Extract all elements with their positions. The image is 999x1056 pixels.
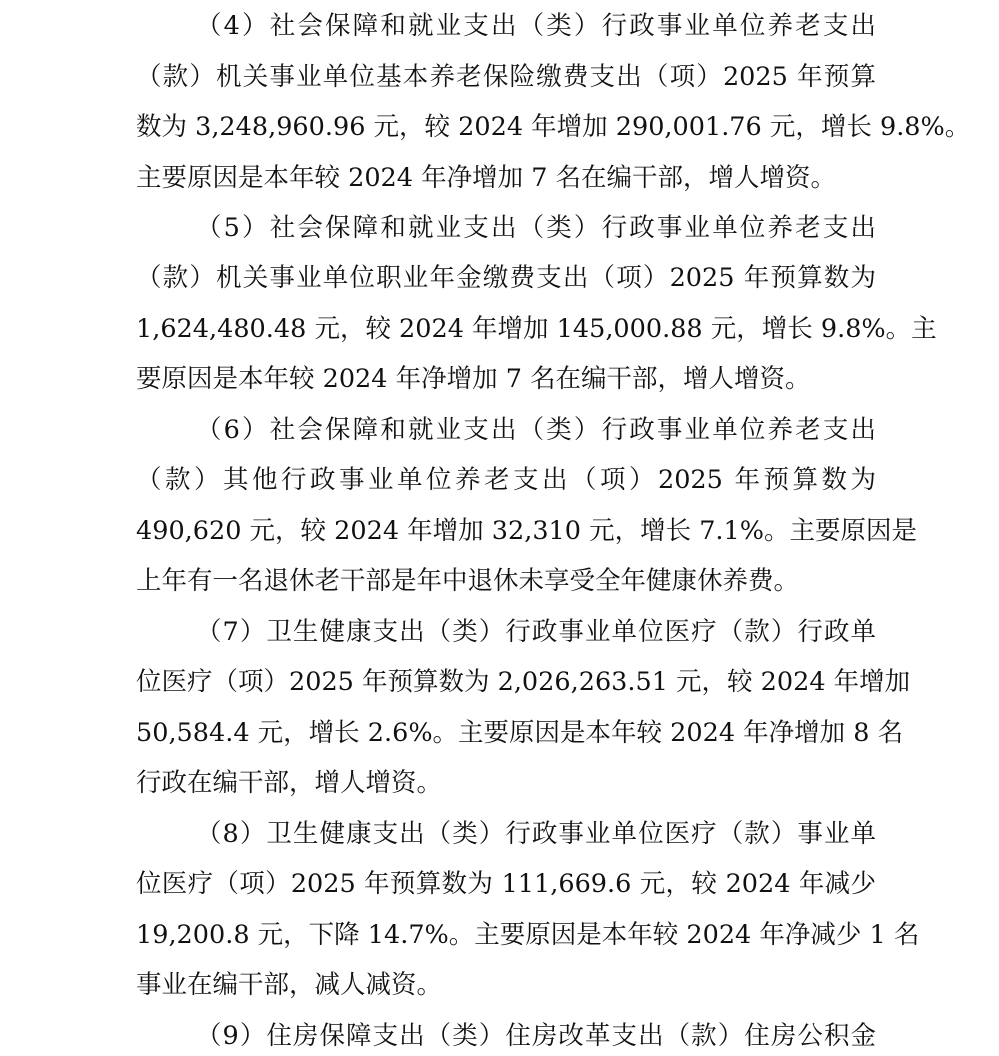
- paragraph-7-line-1: （7）卫生健康支出（类）行政事业单位医疗（款）行政单: [196, 617, 876, 647]
- paragraph-4-line-4: 主要原因是本年较 2024 年净增加 7 名在编干部，增人增资。: [136, 163, 837, 193]
- paragraph-6-line-3: 490,620 元，较 2024 年增加 32,310 元，增长 7.1%。主要原因是: [136, 516, 917, 546]
- paragraph-6-line-4: 上年有一名退休老干部是年中退休未享受全年健康休养费。: [136, 566, 800, 596]
- paragraph-5-line-3: 1,624,480.48 元，较 2024 年增加 145,000.88 元，增长 9.8%。主: [136, 314, 937, 344]
- paragraph-5-line-2: （款）机关事业单位职业年金缴费支出（项）2025 年预算数为: [136, 263, 876, 293]
- paragraph-8-line-2: 位医疗（项）2025 年预算数为 111,669.6 元，较 2024 年减少: [136, 869, 876, 899]
- paragraph-4-line-3: 数为 3,248,960.96 元，较 2024 年增加 290,001.76 元，增长 9.8%。: [136, 112, 971, 142]
- paragraph-6-line-1: （6）社会保障和就业支出（类）行政事业单位养老支出: [196, 415, 876, 445]
- paragraph-9-line-1: （9）住房保障支出（类）住房改革支出（款）住房公积金: [196, 1021, 876, 1051]
- paragraph-5-line-4: 要原因是本年较 2024 年净增加 7 名在编干部，增人增资。: [136, 364, 811, 394]
- paragraph-7-line-2: 位医疗（项）2025 年预算数为 2,026,263.51 元，较 2024 年增加: [136, 667, 911, 697]
- paragraph-7-line-4: 行政在编干部，增人增资。: [136, 768, 443, 798]
- paragraph-8-line-3: 19,200.8 元，下降 14.7%。主要原因是本年较 2024 年净减少 1 名: [136, 920, 920, 950]
- paragraph-7-line-3: 50,584.4 元，增长 2.6%。主要原因是本年较 2024 年净增加 8 名: [136, 718, 904, 748]
- paragraph-8-line-4: 事业在编干部，减人减资。: [136, 970, 443, 1000]
- paragraph-4-line-1: （4）社会保障和就业支出（类）行政事业单位养老支出: [196, 11, 876, 41]
- paragraph-8-line-1: （8）卫生健康支出（类）行政事业单位医疗（款）事业单: [196, 819, 876, 849]
- paragraph-5-line-1: （5）社会保障和就业支出（类）行政事业单位养老支出: [196, 213, 876, 243]
- paragraph-6-line-2: （款）其他行政事业单位养老支出（项）2025 年预算数为: [136, 465, 876, 495]
- paragraph-4-line-2: （款）机关事业单位基本养老保险缴费支出（项）2025 年预算: [136, 62, 876, 92]
